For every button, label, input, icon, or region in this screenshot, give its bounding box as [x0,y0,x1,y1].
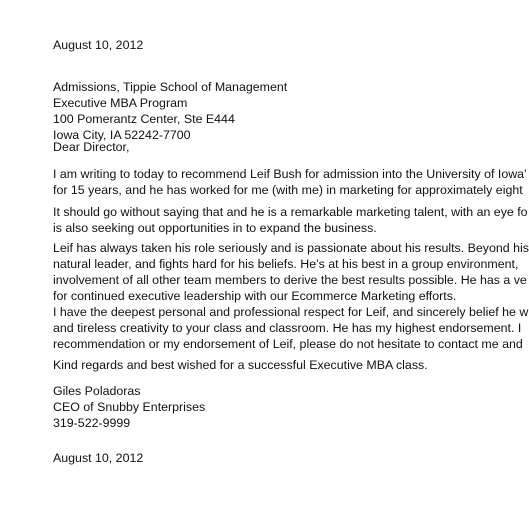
body-paragraph [53,166,527,198]
paragraph-line: is also seeking out opportunities in to expand the business. [53,221,377,235]
paragraph-line: I have the deepest personal and professional respect for Leif, and sincerely belief he w [53,305,529,319]
address-line: Admissions, Tippie School of Management [53,80,288,94]
date-text: August 10, 2012 [53,38,144,52]
signer-name: Giles Poladoras [53,384,141,398]
body-paragraph [53,240,529,304]
body-paragraph [53,304,529,352]
salutation-text: Dear Director, [53,140,130,154]
body-paragraph [53,204,528,236]
paragraph-line: natural leader, and fights hard for his beliefs. He’s at his best in a group environment, [53,257,519,271]
signature-block [53,383,513,431]
recipient-address [53,79,513,143]
paragraph-line: involvement of all other team members to derive the best results possible. He has a ve [53,273,527,287]
date-text: August 10, 2012 [53,451,144,465]
paragraph-line: Kind regards and best wished for a successful Executive MBA class. [53,358,428,372]
letter-date-bottom [53,450,513,466]
paragraph-line: It should go without saying that and he is a remarkable marketing talent, with an eye fo [53,205,528,219]
paragraph-line: for 15 years, and he has worked for me (with me) in marketing for approximately eight [53,183,523,197]
salutation [53,139,513,155]
paragraph-line: for continued executive leadership with our Ecommerce Marketing efforts. [53,289,457,303]
letter-date [53,37,513,53]
address-line: Iowa City, IA 52242-7700 [53,128,191,142]
paragraph-line: I am writing to today to recommend Leif Bush for admission into the University of Iowa’ [53,167,527,181]
paragraph-line: and tireless creativity to your class and classroom. He has my highest endorsement. I [53,321,522,335]
signer-title: CEO of Snubby Enterprises [53,400,206,414]
signer-phone: 319-522-9999 [53,416,131,430]
paragraph-line: recommendation or my endorsement of Leif, please do not hesitate to contact me and [53,337,523,351]
address-line: Executive MBA Program [53,96,188,110]
address-line: 100 Pomerantz Center, Ste E444 [53,112,235,126]
paragraph-line: Leif has always taken his role seriously and is passionate about his results. Beyond his [53,241,529,255]
body-paragraph [53,357,513,373]
